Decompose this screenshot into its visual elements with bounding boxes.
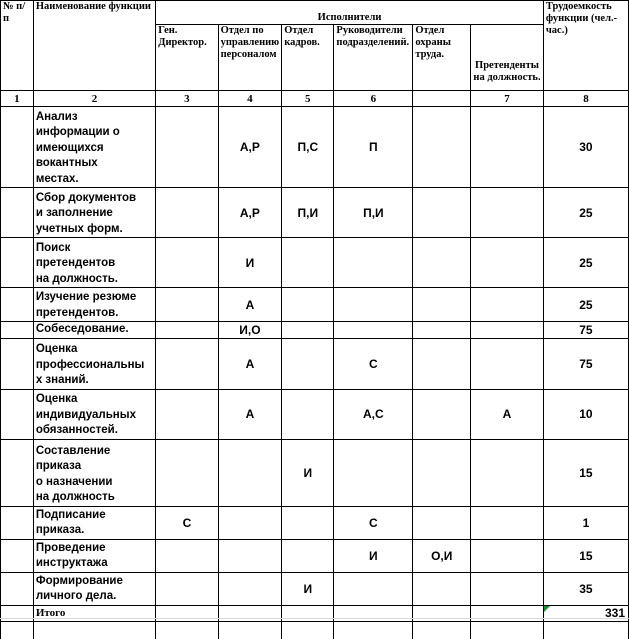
column-number[interactable]: 8 bbox=[543, 91, 628, 107]
header-function-name[interactable]: Наименование функции bbox=[33, 1, 155, 91]
role-cell-candidates[interactable] bbox=[471, 107, 544, 188]
role-cell-hr-management[interactable] bbox=[218, 539, 282, 572]
row-number-cell[interactable] bbox=[1, 107, 34, 188]
role-cell-labor-safety[interactable] bbox=[413, 338, 471, 389]
role-cell-director[interactable] bbox=[156, 572, 218, 605]
role-cell-labor-safety[interactable] bbox=[413, 572, 471, 605]
header-dept-labor-safety[interactable]: Отдел охраны труда. bbox=[413, 25, 471, 91]
empty-grid-area bbox=[0, 618, 629, 638]
role-cell-candidates[interactable] bbox=[471, 288, 544, 322]
role-cell-unit-heads[interactable] bbox=[334, 572, 413, 605]
role-cell-candidates[interactable] bbox=[471, 506, 544, 539]
labor-cell[interactable]: 25 bbox=[543, 188, 628, 238]
table-row bbox=[1, 322, 629, 339]
role-cell-personnel[interactable] bbox=[282, 338, 334, 389]
role-cell-director[interactable] bbox=[156, 389, 218, 439]
table-row bbox=[1, 288, 629, 322]
role-cell-personnel[interactable] bbox=[282, 539, 334, 572]
role-cell-labor-safety[interactable]: О,И bbox=[413, 539, 471, 572]
role-cell-labor-safety[interactable] bbox=[413, 439, 471, 506]
table-row bbox=[1, 238, 629, 288]
role-cell-labor-safety[interactable] bbox=[413, 389, 471, 439]
function-name-cell[interactable]: Проведение инструктажа bbox=[33, 539, 155, 572]
table-row bbox=[1, 439, 629, 506]
table-body bbox=[1, 1, 629, 639]
function-name-cell[interactable]: Сбор документов и заполнение учетных форм. bbox=[33, 188, 155, 238]
column-number-row bbox=[1, 91, 629, 107]
function-name-cell[interactable]: Поиск претендентов на должность. bbox=[33, 238, 155, 288]
row-number-cell[interactable] bbox=[1, 572, 34, 605]
function-name-cell[interactable]: Подписание приказа. bbox=[33, 506, 155, 539]
function-name-cell[interactable]: Оценка профессиональны х знаний. bbox=[33, 338, 155, 389]
total-label[interactable]: Итого bbox=[33, 605, 155, 621]
role-cell-unit-heads[interactable]: С bbox=[334, 338, 413, 389]
cell-comment-indicator-icon bbox=[544, 606, 550, 612]
role-cell-personnel[interactable]: П,С bbox=[282, 107, 334, 188]
role-cell-director[interactable] bbox=[156, 322, 218, 339]
role-cell-candidates[interactable] bbox=[471, 338, 544, 389]
row-number-cell[interactable] bbox=[1, 322, 34, 339]
role-cell-hr-management[interactable]: И,О bbox=[218, 322, 282, 339]
role-cell-personnel[interactable] bbox=[282, 389, 334, 439]
role-cell-unit-heads[interactable] bbox=[334, 439, 413, 506]
role-cell-director[interactable] bbox=[156, 439, 218, 506]
labor-cell[interactable]: 25 bbox=[543, 288, 628, 322]
function-name-cell[interactable]: Составление приказа о назначении на должность bbox=[33, 439, 155, 506]
role-cell-candidates[interactable] bbox=[471, 439, 544, 506]
total-value: 331 bbox=[605, 606, 625, 620]
role-cell-unit-heads[interactable]: П,И bbox=[334, 188, 413, 238]
header-dept-hr-management[interactable]: Отдел по управлению персоналом bbox=[218, 25, 282, 91]
row-number-cell[interactable] bbox=[1, 238, 34, 288]
table-row bbox=[1, 188, 629, 238]
row-number-cell[interactable] bbox=[1, 539, 34, 572]
role-cell-candidates[interactable]: А bbox=[471, 389, 544, 439]
role-cell-labor-safety[interactable] bbox=[413, 506, 471, 539]
labor-cell[interactable]: 75 bbox=[543, 322, 628, 339]
role-cell-unit-heads[interactable] bbox=[334, 322, 413, 339]
row-number-cell[interactable] bbox=[1, 188, 34, 238]
column-number[interactable]: 1 bbox=[1, 91, 34, 107]
labor-cell[interactable]: 10 bbox=[543, 389, 628, 439]
role-cell-hr-management[interactable] bbox=[218, 572, 282, 605]
role-cell-director[interactable]: С bbox=[156, 506, 218, 539]
role-cell-hr-management[interactable]: А bbox=[218, 389, 282, 439]
role-cell-candidates[interactable] bbox=[471, 572, 544, 605]
labor-cell[interactable]: 30 bbox=[543, 107, 628, 188]
role-cell-director[interactable] bbox=[156, 338, 218, 389]
labor-cell[interactable]: 35 bbox=[543, 572, 628, 605]
table-row bbox=[1, 506, 629, 539]
table-row bbox=[1, 572, 629, 605]
row-number-cell[interactable] bbox=[1, 389, 34, 439]
role-cell-unit-heads[interactable]: А,С bbox=[334, 389, 413, 439]
role-cell-labor-safety[interactable] bbox=[413, 238, 471, 288]
role-cell-hr-management[interactable] bbox=[218, 439, 282, 506]
header-num[interactable]: № п/п bbox=[1, 1, 34, 91]
role-cell-unit-heads[interactable] bbox=[334, 288, 413, 322]
role-cell-candidates[interactable] bbox=[471, 322, 544, 339]
row-number-cell[interactable] bbox=[1, 506, 34, 539]
header-dept-unit-heads[interactable]: Руководители подразделений. bbox=[334, 25, 413, 91]
role-cell-director[interactable] bbox=[156, 238, 218, 288]
role-cell-unit-heads[interactable]: С bbox=[334, 506, 413, 539]
function-name-cell[interactable]: Оценка индивидуальных обязанностей. bbox=[33, 389, 155, 439]
column-number[interactable]: 6 bbox=[334, 91, 413, 107]
role-cell-labor-safety[interactable] bbox=[413, 188, 471, 238]
role-cell-labor-safety[interactable] bbox=[413, 288, 471, 322]
role-cell-hr-management[interactable]: И bbox=[218, 238, 282, 288]
column-number[interactable]: 3 bbox=[156, 91, 218, 107]
role-cell-director[interactable] bbox=[156, 107, 218, 188]
role-cell-personnel[interactable]: П,И bbox=[282, 188, 334, 238]
column-number[interactable] bbox=[413, 91, 471, 107]
role-cell-hr-management[interactable]: А bbox=[218, 338, 282, 389]
function-name-cell[interactable]: Анализ информации о имеющихся вокантных местах. bbox=[33, 107, 155, 188]
role-cell-candidates[interactable] bbox=[471, 539, 544, 572]
role-cell-personnel[interactable]: И bbox=[282, 439, 334, 506]
column-number[interactable]: 4 bbox=[218, 91, 282, 107]
header-dept-director[interactable]: Ген. Директор. bbox=[156, 25, 218, 91]
role-cell-labor-safety[interactable] bbox=[413, 107, 471, 188]
role-cell-personnel[interactable] bbox=[282, 238, 334, 288]
labor-cell[interactable]: 75 bbox=[543, 338, 628, 389]
role-cell-hr-management[interactable]: А,Р bbox=[218, 107, 282, 188]
role-cell-hr-management[interactable]: А bbox=[218, 288, 282, 322]
table-row bbox=[1, 539, 629, 572]
role-cell-personnel[interactable] bbox=[282, 506, 334, 539]
column-number[interactable]: 7 bbox=[471, 91, 544, 107]
header-dept-candidates[interactable]: Претенденты на должность. bbox=[471, 25, 544, 91]
header-labor[interactable]: Трудоемкость функции (чел.-час.) bbox=[543, 1, 628, 91]
labor-cell[interactable]: 1 bbox=[543, 506, 628, 539]
role-cell-hr-management[interactable] bbox=[218, 506, 282, 539]
role-cell-director[interactable] bbox=[156, 288, 218, 322]
function-name-cell[interactable]: Собеседование. bbox=[33, 322, 155, 339]
table-row bbox=[1, 338, 629, 389]
role-cell-personnel[interactable]: И bbox=[282, 572, 334, 605]
row-number-cell[interactable] bbox=[1, 439, 34, 506]
table-row bbox=[1, 389, 629, 439]
table-row bbox=[1, 107, 629, 188]
column-number[interactable]: 2 bbox=[33, 91, 155, 107]
role-cell-hr-management[interactable]: А,Р bbox=[218, 188, 282, 238]
labor-cell[interactable]: 25 bbox=[543, 238, 628, 288]
role-cell-personnel[interactable] bbox=[282, 288, 334, 322]
role-cell-candidates[interactable] bbox=[471, 188, 544, 238]
function-name-cell[interactable]: Изучение резюме претендентов. bbox=[33, 288, 155, 322]
row-number-cell[interactable] bbox=[1, 338, 34, 389]
role-cell-director[interactable] bbox=[156, 539, 218, 572]
role-cell-unit-heads[interactable]: И bbox=[334, 539, 413, 572]
labor-cell[interactable]: 15 bbox=[543, 539, 628, 572]
row-number-cell[interactable] bbox=[1, 288, 34, 322]
role-cell-labor-safety[interactable] bbox=[413, 322, 471, 339]
labor-cell[interactable]: 15 bbox=[543, 439, 628, 506]
role-cell-unit-heads[interactable]: П bbox=[334, 107, 413, 188]
role-cell-personnel[interactable] bbox=[282, 322, 334, 339]
role-cell-director[interactable] bbox=[156, 188, 218, 238]
function-name-cell[interactable]: Формирование личного дела. bbox=[33, 572, 155, 605]
role-cell-unit-heads[interactable] bbox=[334, 238, 413, 288]
header-executors[interactable]: Исполнители bbox=[156, 1, 544, 25]
column-number[interactable]: 5 bbox=[282, 91, 334, 107]
header-row-top bbox=[1, 1, 629, 25]
header-dept-personnel[interactable]: Отдел кадров. bbox=[282, 25, 334, 91]
role-cell-candidates[interactable] bbox=[471, 238, 544, 288]
